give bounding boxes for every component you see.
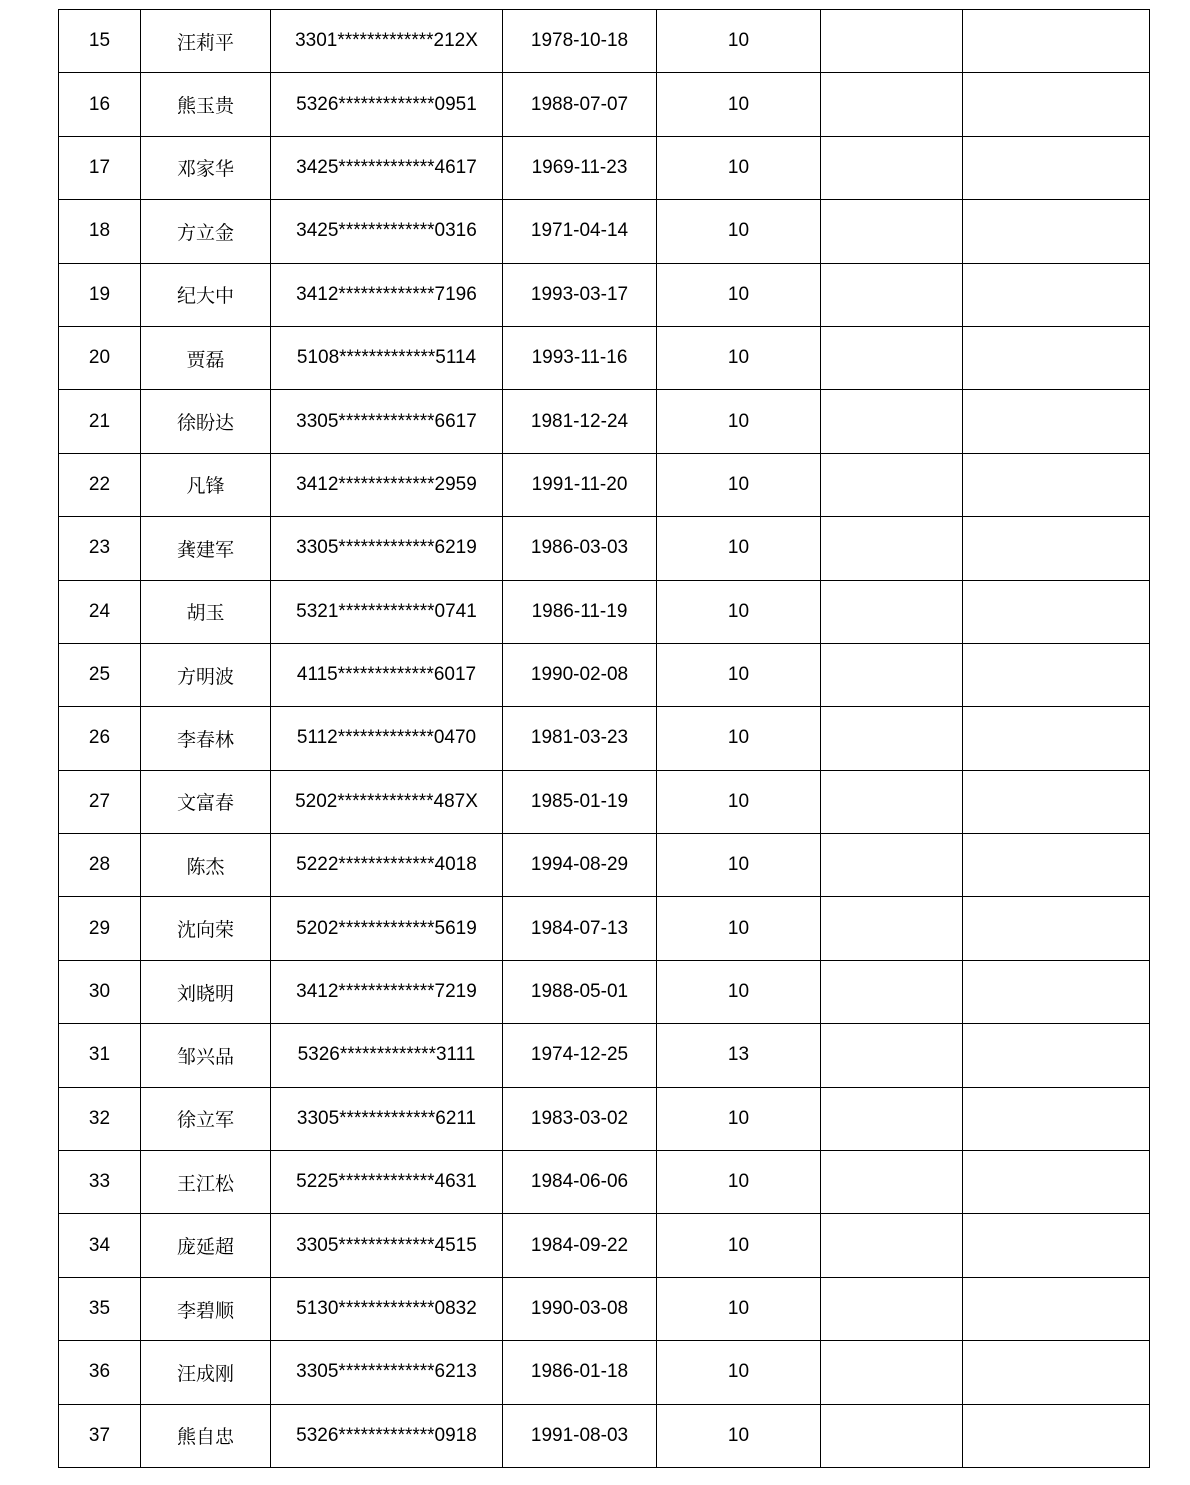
value-cell: 10 [657, 897, 821, 960]
blank-cell-1 [821, 200, 963, 263]
row-number-cell: 15 [59, 10, 141, 73]
row-number-cell: 26 [59, 707, 141, 770]
birth-date-cell: 1984-09-22 [503, 1214, 657, 1277]
blank-cell-2 [963, 390, 1150, 453]
blank-cell-1 [821, 390, 963, 453]
table-row [59, 960, 1150, 1023]
table-row [59, 326, 1150, 389]
row-number-cell: 31 [59, 1024, 141, 1087]
value-cell: 10 [657, 1404, 821, 1467]
birth-date-cell: 1986-01-18 [503, 1341, 657, 1404]
table-row [59, 10, 1150, 73]
value-cell: 10 [657, 770, 821, 833]
blank-cell-1 [821, 326, 963, 389]
table-row [59, 1341, 1150, 1404]
value-cell: 10 [657, 960, 821, 1023]
value-cell: 10 [657, 390, 821, 453]
row-number-cell: 29 [59, 897, 141, 960]
name-cell: 陈杰 [141, 834, 271, 897]
blank-cell-2 [963, 1341, 1150, 1404]
birth-date-cell: 1993-03-17 [503, 263, 657, 326]
birth-date-cell: 1981-12-24 [503, 390, 657, 453]
value-cell: 10 [657, 10, 821, 73]
birth-date-cell: 1983-03-02 [503, 1087, 657, 1150]
row-number-cell: 27 [59, 770, 141, 833]
table-row [59, 390, 1150, 453]
birth-date-cell: 1990-02-08 [503, 643, 657, 706]
blank-cell-2 [963, 1404, 1150, 1467]
table-row [59, 200, 1150, 263]
id-number-cell: 3305*************6219 [271, 517, 503, 580]
blank-cell-2 [963, 1087, 1150, 1150]
blank-cell-2 [963, 1151, 1150, 1214]
row-number-cell: 16 [59, 73, 141, 136]
blank-cell-1 [821, 580, 963, 643]
blank-cell-1 [821, 897, 963, 960]
name-cell: 凡锋 [141, 453, 271, 516]
id-number-cell: 3305*************4515 [271, 1214, 503, 1277]
name-cell: 邓家华 [141, 136, 271, 199]
blank-cell-2 [963, 707, 1150, 770]
birth-date-cell: 1984-06-06 [503, 1151, 657, 1214]
table-row [59, 517, 1150, 580]
blank-cell-2 [963, 10, 1150, 73]
row-number-cell: 36 [59, 1341, 141, 1404]
blank-cell-1 [821, 10, 963, 73]
name-cell: 徐立军 [141, 1087, 271, 1150]
table-row [59, 834, 1150, 897]
id-number-cell: 5326*************0951 [271, 73, 503, 136]
blank-cell-1 [821, 960, 963, 1023]
birth-date-cell: 1969-11-23 [503, 136, 657, 199]
value-cell: 10 [657, 453, 821, 516]
id-number-cell: 5326*************0918 [271, 1404, 503, 1467]
blank-cell-2 [963, 834, 1150, 897]
table-row [59, 73, 1150, 136]
name-cell: 龚建军 [141, 517, 271, 580]
id-number-cell: 3305*************6617 [271, 390, 503, 453]
blank-cell-2 [963, 1214, 1150, 1277]
blank-cell-1 [821, 834, 963, 897]
value-cell: 10 [657, 136, 821, 199]
blank-cell-2 [963, 453, 1150, 516]
birth-date-cell: 1978-10-18 [503, 10, 657, 73]
id-number-cell: 3412*************7219 [271, 960, 503, 1023]
id-number-cell: 3305*************6211 [271, 1087, 503, 1150]
birth-date-cell: 1974-12-25 [503, 1024, 657, 1087]
row-number-cell: 30 [59, 960, 141, 1023]
value-cell: 10 [657, 643, 821, 706]
blank-cell-2 [963, 1277, 1150, 1340]
birth-date-cell: 1994-08-29 [503, 834, 657, 897]
blank-cell-1 [821, 707, 963, 770]
id-number-cell: 5108*************5114 [271, 326, 503, 389]
table-row [59, 897, 1150, 960]
name-cell: 贾磊 [141, 326, 271, 389]
row-number-cell: 35 [59, 1277, 141, 1340]
blank-cell-1 [821, 263, 963, 326]
table-row [59, 1024, 1150, 1087]
name-cell: 胡玉 [141, 580, 271, 643]
blank-cell-1 [821, 1277, 963, 1340]
id-number-cell: 4115*************6017 [271, 643, 503, 706]
name-cell: 熊玉贵 [141, 73, 271, 136]
value-cell: 10 [657, 200, 821, 263]
blank-cell-2 [963, 200, 1150, 263]
blank-cell-2 [963, 770, 1150, 833]
row-number-cell: 23 [59, 517, 141, 580]
id-number-cell: 3301*************212X [271, 10, 503, 73]
id-number-cell: 5326*************3111 [271, 1024, 503, 1087]
name-cell: 汪成刚 [141, 1341, 271, 1404]
name-cell: 纪大中 [141, 263, 271, 326]
name-cell: 方明波 [141, 643, 271, 706]
name-cell: 沈向荣 [141, 897, 271, 960]
name-cell: 汪莉平 [141, 10, 271, 73]
blank-cell-2 [963, 517, 1150, 580]
row-number-cell: 21 [59, 390, 141, 453]
row-number-cell: 22 [59, 453, 141, 516]
row-number-cell: 17 [59, 136, 141, 199]
table-row [59, 1151, 1150, 1214]
blank-cell-2 [963, 136, 1150, 199]
id-number-cell: 3425*************4617 [271, 136, 503, 199]
blank-cell-1 [821, 1341, 963, 1404]
birth-date-cell: 1988-05-01 [503, 960, 657, 1023]
blank-cell-1 [821, 1404, 963, 1467]
row-number-cell: 24 [59, 580, 141, 643]
record-table-container [58, 9, 1149, 1468]
table-row [59, 453, 1150, 516]
birth-date-cell: 1990-03-08 [503, 1277, 657, 1340]
id-number-cell: 5202*************5619 [271, 897, 503, 960]
name-cell: 邹兴品 [141, 1024, 271, 1087]
table-row [59, 770, 1150, 833]
blank-cell-2 [963, 643, 1150, 706]
blank-cell-2 [963, 960, 1150, 1023]
row-number-cell: 25 [59, 643, 141, 706]
value-cell: 10 [657, 263, 821, 326]
blank-cell-2 [963, 580, 1150, 643]
value-cell: 10 [657, 517, 821, 580]
blank-cell-1 [821, 1214, 963, 1277]
name-cell: 文富春 [141, 770, 271, 833]
blank-cell-2 [963, 1024, 1150, 1087]
table-row [59, 263, 1150, 326]
birth-date-cell: 1981-03-23 [503, 707, 657, 770]
blank-cell-2 [963, 263, 1150, 326]
id-number-cell: 5225*************4631 [271, 1151, 503, 1214]
birth-date-cell: 1991-11-20 [503, 453, 657, 516]
id-number-cell: 3412*************7196 [271, 263, 503, 326]
table-row [59, 136, 1150, 199]
table-row [59, 1404, 1150, 1467]
birth-date-cell: 1985-01-19 [503, 770, 657, 833]
value-cell: 10 [657, 707, 821, 770]
value-cell: 10 [657, 1151, 821, 1214]
id-number-cell: 3305*************6213 [271, 1341, 503, 1404]
row-number-cell: 19 [59, 263, 141, 326]
blank-cell-1 [821, 517, 963, 580]
blank-cell-1 [821, 1024, 963, 1087]
value-cell: 10 [657, 580, 821, 643]
id-number-cell: 5202*************487X [271, 770, 503, 833]
table-row [59, 580, 1150, 643]
name-cell: 庞延超 [141, 1214, 271, 1277]
table-body [59, 10, 1150, 1468]
name-cell: 王江松 [141, 1151, 271, 1214]
table-row [59, 707, 1150, 770]
name-cell: 方立金 [141, 200, 271, 263]
row-number-cell: 33 [59, 1151, 141, 1214]
value-cell: 10 [657, 73, 821, 136]
value-cell: 10 [657, 834, 821, 897]
row-number-cell: 34 [59, 1214, 141, 1277]
birth-date-cell: 1986-03-03 [503, 517, 657, 580]
table-row [59, 643, 1150, 706]
blank-cell-2 [963, 897, 1150, 960]
value-cell: 13 [657, 1024, 821, 1087]
row-number-cell: 20 [59, 326, 141, 389]
blank-cell-1 [821, 73, 963, 136]
blank-cell-1 [821, 453, 963, 516]
name-cell: 刘晓明 [141, 960, 271, 1023]
birth-date-cell: 1991-08-03 [503, 1404, 657, 1467]
id-number-cell: 5130*************0832 [271, 1277, 503, 1340]
id-number-cell: 3412*************2959 [271, 453, 503, 516]
blank-cell-1 [821, 1087, 963, 1150]
row-number-cell: 37 [59, 1404, 141, 1467]
birth-date-cell: 1986-11-19 [503, 580, 657, 643]
table-row [59, 1214, 1150, 1277]
blank-cell-1 [821, 1151, 963, 1214]
value-cell: 10 [657, 1087, 821, 1150]
name-cell: 徐盼达 [141, 390, 271, 453]
birth-date-cell: 1988-07-07 [503, 73, 657, 136]
name-cell: 李春林 [141, 707, 271, 770]
table-row [59, 1277, 1150, 1340]
row-number-cell: 18 [59, 200, 141, 263]
blank-cell-2 [963, 326, 1150, 389]
birth-date-cell: 1971-04-14 [503, 200, 657, 263]
row-number-cell: 32 [59, 1087, 141, 1150]
record-table [58, 9, 1150, 1468]
id-number-cell: 5222*************4018 [271, 834, 503, 897]
blank-cell-1 [821, 770, 963, 833]
birth-date-cell: 1993-11-16 [503, 326, 657, 389]
id-number-cell: 5321*************0741 [271, 580, 503, 643]
table-row [59, 1087, 1150, 1150]
value-cell: 10 [657, 326, 821, 389]
blank-cell-2 [963, 73, 1150, 136]
value-cell: 10 [657, 1341, 821, 1404]
name-cell: 熊自忠 [141, 1404, 271, 1467]
value-cell: 10 [657, 1214, 821, 1277]
birth-date-cell: 1984-07-13 [503, 897, 657, 960]
value-cell: 10 [657, 1277, 821, 1340]
blank-cell-1 [821, 643, 963, 706]
row-number-cell: 28 [59, 834, 141, 897]
blank-cell-1 [821, 136, 963, 199]
id-number-cell: 5112*************0470 [271, 707, 503, 770]
name-cell: 李碧顺 [141, 1277, 271, 1340]
id-number-cell: 3425*************0316 [271, 200, 503, 263]
